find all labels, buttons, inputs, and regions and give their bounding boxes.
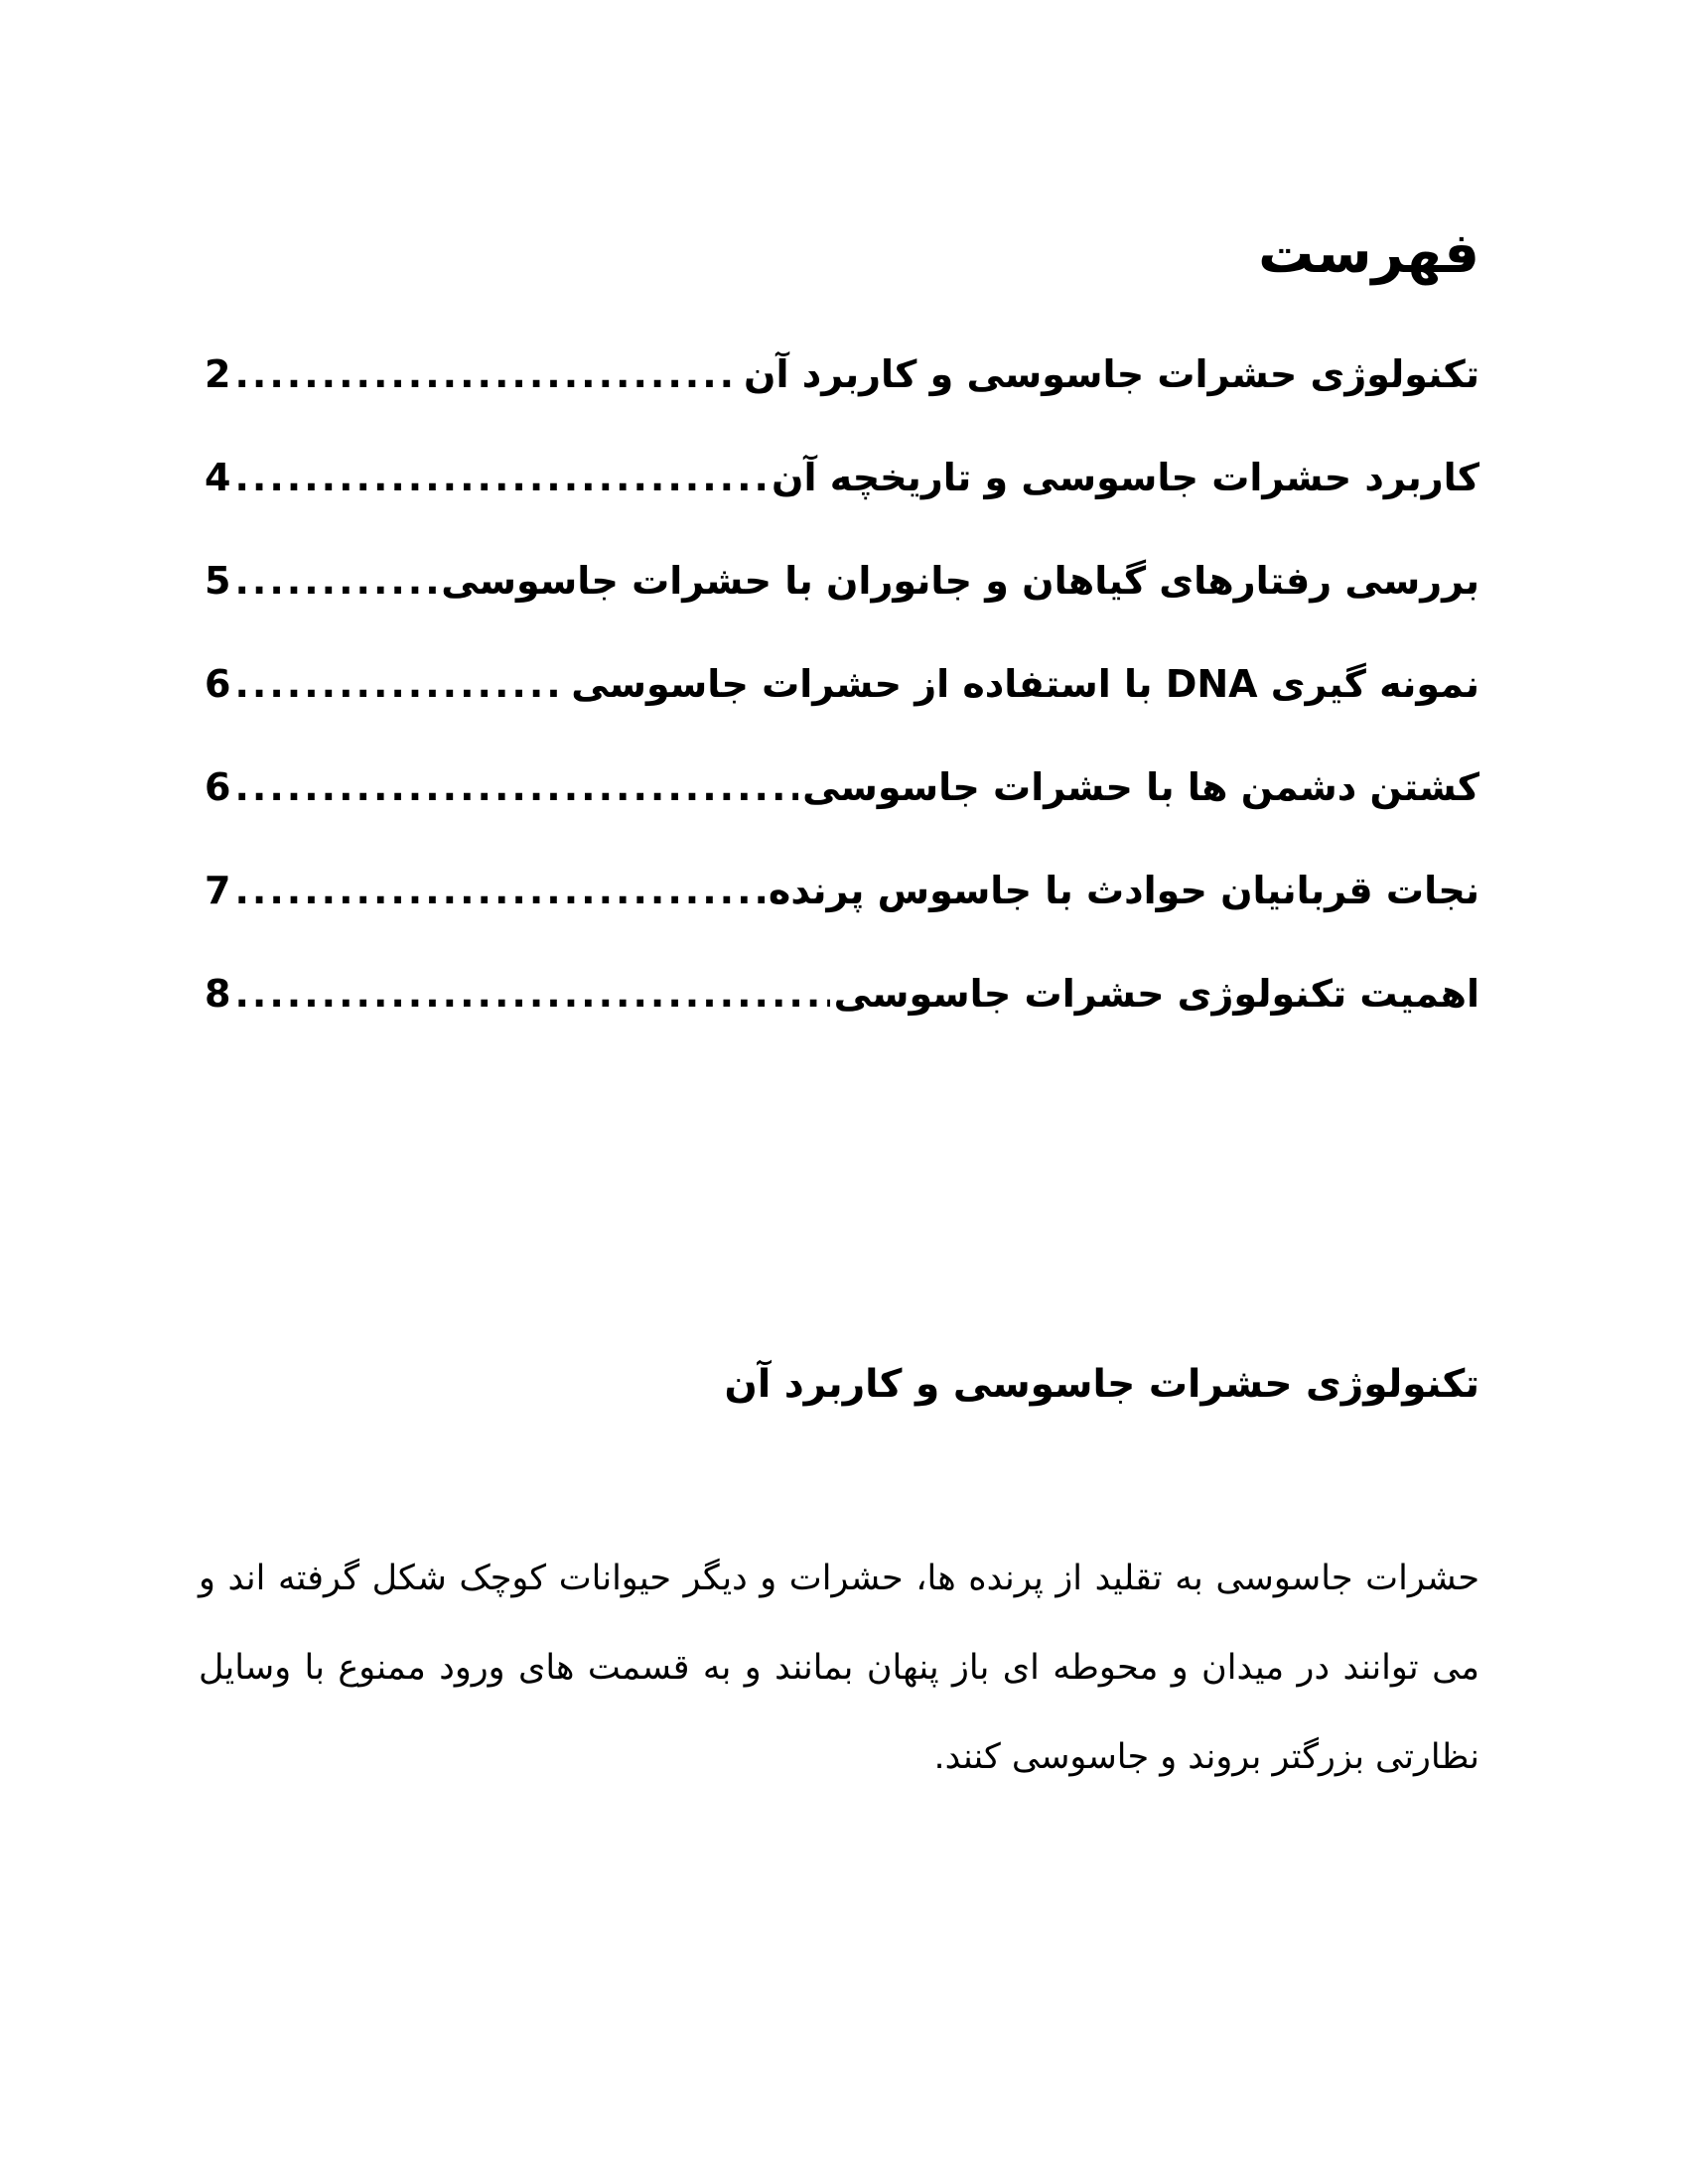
toc-entry[interactable] <box>199 972 1479 1075</box>
toc-dot-leader <box>234 869 764 912</box>
toc-page-number: 8 <box>205 972 231 1016</box>
body-paragraph: حشرات جاسوسی به تقلید از پرنده ها، حشرات و دیگر حیوانات کوچک شکل گرفته اند و می توانند در میدان و محوطه ای باز پنهان بمانند و به قسمت های ورود ممنوع با وسایل نظارتی بزرگتر بروند و جاسوسی کنند. <box>199 1559 1479 1777</box>
toc-entry-text: کشتن دشمن ها با حشرات جاسوسی <box>802 765 1479 809</box>
toc-dot-leader <box>234 972 829 1016</box>
toc-entry-text: تکنولوژی حشرات جاسوسی و کاربرد آن <box>744 352 1479 396</box>
toc-entry-text: بررسی رفتارهای گیاهان و جانوران با حشرات جاسوسی <box>441 559 1479 603</box>
toc-entry[interactable] <box>199 662 1479 765</box>
toc-entry[interactable] <box>199 869 1479 972</box>
toc-entry[interactable] <box>199 765 1479 869</box>
toc-dot-leader <box>234 765 798 809</box>
toc-page-number: 7 <box>205 869 231 912</box>
toc-entry[interactable] <box>199 456 1479 559</box>
toc-entry-text: کاربرد حشرات جاسوسی و تاریخچه آن <box>772 456 1479 499</box>
toc-dot-leader <box>234 559 437 603</box>
toc-dot-leader <box>234 662 567 706</box>
toc-page-number: 6 <box>205 765 231 809</box>
toc-page-number: 5 <box>205 559 231 603</box>
toc-entry-text: نمونه گیری DNA با استفاده از حشرات جاسوسی <box>571 662 1479 706</box>
toc-dot-leader <box>234 456 768 499</box>
toc-entry-text: اهمیت تکنولوژی حشرات جاسوسی <box>833 972 1479 1016</box>
toc-entry[interactable] <box>199 559 1479 662</box>
toc-page-number: 4 <box>205 456 231 499</box>
toc-entry[interactable] <box>199 352 1479 456</box>
section-heading: تکنولوژی حشرات جاسوسی و کاربرد آن <box>724 1362 1479 1407</box>
table-of-contents <box>199 352 1479 1075</box>
toc-title: فهرست <box>1258 221 1479 286</box>
toc-entry-text: نجات قربانیان حوادث با جاسوس پرنده <box>768 869 1479 912</box>
toc-page-number: 6 <box>205 662 231 706</box>
toc-page-number: 2 <box>205 352 231 396</box>
toc-dot-leader <box>234 352 740 396</box>
